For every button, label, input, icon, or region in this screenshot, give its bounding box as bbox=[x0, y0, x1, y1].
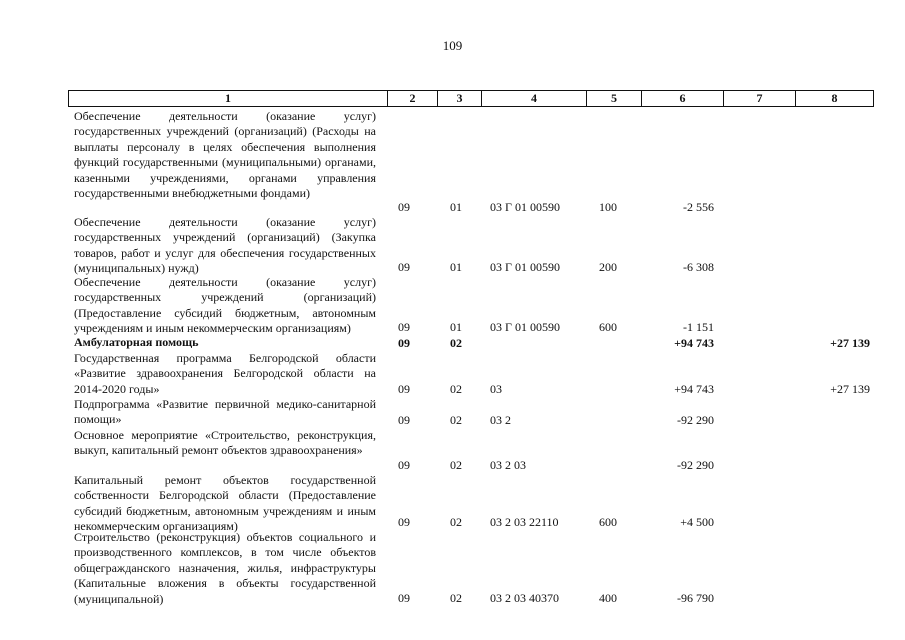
table-row bbox=[74, 275, 874, 335]
row-section-code: 09 bbox=[398, 514, 410, 529]
row-description: Государственная программа Белгородской области «Развитие здравоохранения Белгородской области на 2014-2020 годы» bbox=[74, 351, 376, 396]
row-subsection-code: 02 bbox=[450, 381, 462, 396]
row-description: Капитальный ремонт объектов государственной собственности Белгородской области (Предоставление субсидий бюджетным, автономным учреждениям и иным некоммерческим организациям) bbox=[74, 473, 376, 534]
row-description: Обеспечение деятельности (оказание услуг) государственных учреждений (организаций) (Предоставление субсидий бюджетным, автономным учреждениям и иным некоммерческим организациям) bbox=[74, 275, 376, 336]
header-col-7: 7 bbox=[724, 91, 796, 106]
row-subsection-code: 02 bbox=[450, 335, 462, 350]
row-subsection-code: 02 bbox=[450, 412, 462, 427]
table-row bbox=[74, 351, 874, 397]
row-amount-col6: -2 556 bbox=[683, 199, 714, 214]
header-col-1: 1 bbox=[69, 91, 388, 106]
page-number: 109 bbox=[442, 38, 463, 53]
row-description: Обеспечение деятельности (оказание услуг) государственных учреждений (организаций) (Расходы на выплаты персоналу в целях обеспечения выполнения функций государственными (муниципальными) органами, казенными учреждениями, органами управления государственными внебюджетными фондами) bbox=[74, 109, 376, 201]
row-description: Амбулаторная помощь bbox=[74, 335, 199, 349]
row-section-code: 09 bbox=[398, 412, 410, 427]
row-amount-col8: +27 139 bbox=[830, 381, 870, 396]
row-target-article: 03 Г 01 00590 bbox=[490, 199, 560, 214]
row-amount-col6: +94 743 bbox=[674, 335, 714, 350]
row-section-code: 09 bbox=[398, 259, 410, 274]
row-section-code: 09 bbox=[398, 335, 410, 350]
row-description: Основное мероприятие «Строительство, реконструкция, выкуп, капитальный ремонт объектов здравоохранения» bbox=[74, 428, 376, 458]
table-row bbox=[74, 335, 874, 351]
row-amount-col8: +27 139 bbox=[830, 335, 870, 350]
row-expense-type: 600 bbox=[599, 319, 617, 334]
row-target-article: 03 2 03 22110 bbox=[490, 514, 559, 529]
row-amount-col6: +4 500 bbox=[680, 514, 714, 529]
header-col-2: 2 bbox=[388, 91, 438, 106]
row-target-article: 03 Г 01 00590 bbox=[490, 319, 560, 334]
row-target-article: 03 2 03 40370 bbox=[490, 590, 559, 605]
row-amount-col6: -92 290 bbox=[677, 412, 714, 427]
row-subsection-code: 01 bbox=[450, 259, 462, 274]
table-row bbox=[74, 530, 874, 606]
header-col-5: 5 bbox=[587, 91, 642, 106]
row-amount-col6: +94 743 bbox=[674, 381, 714, 396]
row-target-article: 03 bbox=[490, 381, 502, 396]
table-row bbox=[74, 215, 874, 275]
row-expense-type: 400 bbox=[599, 590, 617, 605]
row-expense-type: 600 bbox=[599, 514, 617, 529]
row-subsection-code: 01 bbox=[450, 199, 462, 214]
row-description: Строительство (реконструкция) объектов социального и производственного комплексов, в том числе объектов общегражданского назначения, жилья, инфраструктуры (Капитальные вложения в объекты государственной (муниципальной) bbox=[74, 530, 376, 606]
table-header bbox=[68, 90, 874, 107]
row-subsection-code: 02 bbox=[450, 590, 462, 605]
row-amount-col6: -92 290 bbox=[677, 457, 714, 472]
row-target-article: 03 2 03 bbox=[490, 457, 526, 472]
row-section-code: 09 bbox=[398, 381, 410, 396]
row-description: Обеспечение деятельности (оказание услуг) государственных учреждений (организаций) (Закупка товаров, работ и услуг для обеспечения государственных (муниципальных) нужд) bbox=[74, 215, 376, 276]
table-row bbox=[74, 109, 874, 215]
row-expense-type: 100 bbox=[599, 199, 617, 214]
header-col-3: 3 bbox=[438, 91, 482, 106]
row-section-code: 09 bbox=[398, 319, 410, 334]
header-col-4: 4 bbox=[482, 91, 587, 106]
row-section-code: 09 bbox=[398, 590, 410, 605]
row-amount-col6: -6 308 bbox=[683, 259, 714, 274]
table-row bbox=[74, 397, 874, 428]
row-section-code: 09 bbox=[398, 199, 410, 214]
row-amount-col6: -1 151 bbox=[683, 319, 714, 334]
row-expense-type: 200 bbox=[599, 259, 617, 274]
row-description: Подпрограмма «Развитие первичной медико-санитарной помощи» bbox=[74, 397, 376, 427]
row-amount-col6: -96 790 bbox=[677, 590, 714, 605]
row-section-code: 09 bbox=[398, 457, 410, 472]
row-subsection-code: 02 bbox=[450, 457, 462, 472]
row-subsection-code: 01 bbox=[450, 319, 462, 334]
row-subsection-code: 02 bbox=[450, 514, 462, 529]
header-col-8: 8 bbox=[831, 91, 838, 105]
table-row bbox=[74, 428, 874, 473]
header-col-6: 6 bbox=[642, 91, 724, 106]
row-target-article: 03 Г 01 00590 bbox=[490, 259, 560, 274]
table-row bbox=[74, 473, 874, 534]
row-target-article: 03 2 bbox=[490, 412, 511, 427]
